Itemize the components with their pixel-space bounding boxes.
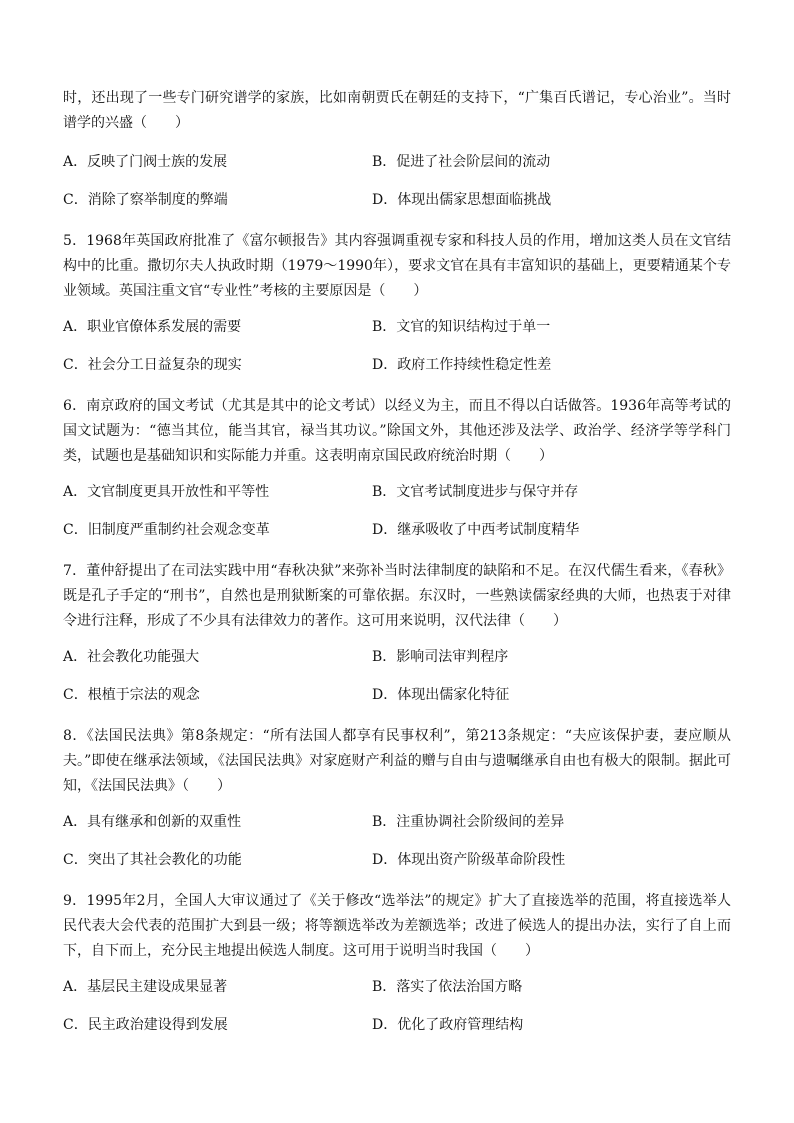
question-9-option-d: D．优化了政府管理结构	[372, 1017, 524, 1033]
question-4-option-b: B．促进了社会阶层间的流动	[372, 154, 551, 170]
question-7-option-b: B．影响司法审判程序	[372, 649, 509, 665]
question-4-option-c: C．消除了察举制度的弊端	[63, 192, 228, 208]
question-8	[63, 724, 731, 799]
question-7-option-d: D．体现出儒家化特征	[372, 687, 510, 703]
question-9-option-b: B．落实了依法治国方略	[372, 979, 523, 995]
question-5-option-d: D．政府工作持续性稳定性差	[372, 357, 552, 373]
question-9	[63, 889, 731, 964]
question-7-option-a: A．社会教化功能强大	[63, 649, 200, 665]
question-6-stem: 6．南京政府的国文考试（尤其是其中的论文考试）以经义为主，而且不得以白话做答。1936年高等考试的国文试题为：“德当其位，能当其官，禄当其功议。”除国文外，其他还涉及法学、政治学、经济学等学科门类，试题也是基础知识和实际能力并重。这表明南京国民政府统治时期（ ）	[63, 398, 731, 464]
question-6-option-c: C．旧制度严重制约社会观念变革	[63, 522, 270, 538]
question-8-stem: 8．《法国民法典》第8条规定：“所有法国人都享有民事权利”，第213条规定：“夫应该保护妻，妻应顺从夫。”即使在继承法领域，《法国民法典》对家庭财产利益的赠与自由与遗嘱继承自由也有极大的限制。据此可知，《法国民法典》（ ）	[63, 728, 731, 794]
question-6-option-b: B．文官考试制度进步与保守并存	[372, 484, 579, 500]
question-8-option-b: B．注重协调社会阶级间的差异	[372, 814, 565, 830]
question-4-option-a: A．反映了门阀士族的发展	[63, 154, 228, 170]
question-4-option-d: D．体现出儒家思想面临挑战	[372, 192, 552, 208]
question-8-option-a: A．具有继承和创新的双重性	[63, 814, 242, 830]
question-9-option-c: C．民主政治建设得到发展	[63, 1017, 228, 1033]
question-4-stem: 时，还出现了一些专门研究谱学的家族，比如南朝贾氏在朝廷的支持下，“广集百氏谱记，专心治业”。当时谱学的兴盛（ ）	[63, 90, 731, 131]
question-8-option-d: D．体现出资产阶级革命阶段性	[372, 852, 566, 868]
question-7-option-c: C．根植于宗法的观念	[63, 687, 200, 703]
question-4-continuation	[63, 86, 731, 136]
question-5-option-c: C．社会分工日益复杂的现实	[63, 357, 242, 373]
question-5-stem: 5．1968年英国政府批准了《富尔顿报告》其内容强调重视专家和科技人员的作用，增加这类人员在文官结构中的比重。撒切尔夫人执政时期（1979～1990年），要求文官在具有丰富知识的基础上，更要精通某个专业领域。英国注重文官“专业性”考核的主要原因是（ ）	[63, 233, 731, 299]
question-6-option-a: A．文官制度更具开放性和平等性	[63, 484, 270, 500]
question-7-stem: 7．董仲舒提出了在司法实践中用“春秋决狱”来弥补当时法律制度的缺陷和不足。在汉代儒生看来，《春秋》既是孔子手定的“刑书”，自然也是刑狱断案的可靠依据。东汉时，一些熟读儒家经典的大师，也热衷于对律令进行注释，形成了不少具有法律效力的著作。这可用来说明，汉代法律（ ）	[63, 563, 731, 629]
question-8-option-c: C．突出了其社会教化的功能	[63, 852, 242, 868]
question-6-option-d: D．继承吸收了中西考试制度精华	[372, 522, 580, 538]
question-6	[63, 394, 731, 469]
question-7	[63, 559, 731, 634]
question-5-option-b: B．文官的知识结构过于单一	[372, 319, 551, 335]
question-5	[63, 229, 731, 304]
question-9-stem: 9．1995年2月，全国人大审议通过了《关于修改“选举法”的规定》扩大了直接选举的范围，将直接选举人民代表大会代表的范围扩大到县一级；将等额选举改为差额选举；改进了候选人的提出办法，实行了自上而下，自下而上，充分民主地提出候选人制度。这可用于说明当时我国（ ）	[63, 893, 731, 959]
question-5-option-a: A．职业官僚体系发展的需要	[63, 319, 242, 335]
question-9-option-a: A．基层民主建设成果显著	[63, 979, 228, 995]
